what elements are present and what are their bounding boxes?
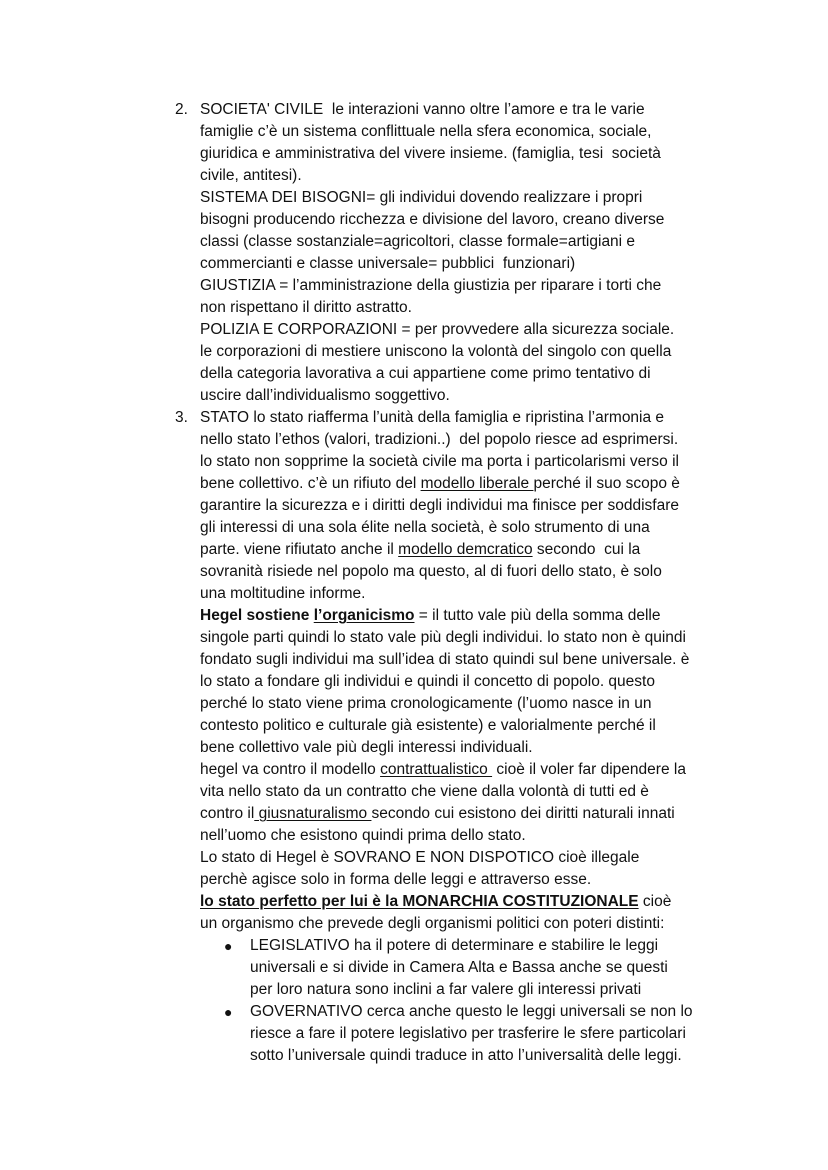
text-line: perché lo stato viene prima cronologicamente (l’uomo nasce in un [200,695,652,712]
text-segment: secondo cui la [532,541,641,558]
text-segment: cioè [638,893,672,910]
text-line: singole parti quindi lo stato vale più degli individui. lo stato non è quindi [200,629,686,646]
text-line [200,891,671,913]
text-segment: perché il suo scopo è [533,475,680,492]
text-line [200,473,680,495]
text-line: vita nello stato da un contratto che viene dalla volontà di tutti ed è [200,783,649,800]
text-line: STATO lo stato riafferma l’unità della famiglia e ripristina l’armonia e [200,409,665,426]
bold-underlined-term: l’organicismo [313,607,415,624]
text-segment: cioè il voler far dipendere la [492,761,686,778]
text-line: una moltitudine informe. [200,585,366,602]
text-line: gli interessi di una sola élite nella società, è solo strumento di una [200,519,650,536]
text-line: Lo stato di Hegel è SOVRANO E NON DISPOTICO cioè illegale [200,849,640,866]
text-line: nell’uomo che esistono quindi prima dello stato. [200,827,526,844]
bold-text: Hegel sostiene [200,607,314,624]
bullet-text-line: universali e si divide in Camera Alta e Bassa anche se questi [250,959,668,976]
text-line: sovranità risiede nel popolo ma questo, al di fuori dello stato, è solo [200,563,662,580]
bullet-text-line: riesce a fare il potere legislativo per trasferire le sfere particolari [250,1025,686,1042]
bullet-text-line: LEGISLATIVO ha il potere di determinare e stabilire le leggi [250,937,659,954]
text-line: garantire la sicurezza e i diritti degli individui ma finisce per soddisfare [200,497,680,514]
text-line: un organismo che prevede degli organismi politici con poteri distinti: [200,915,665,932]
bold-underlined-term: lo stato perfetto per lui è la MONARCHIA COSTITUZIONALE [200,893,639,910]
text-line: perchè agisce solo in forma delle leggi e attraverso esse. [200,871,592,888]
text-line: SOCIETA' CIVILE le interazioni vanno oltre l’amore e tra le varie [200,101,645,118]
text-line: bisogni producendo ricchezza e divisione del lavoro, creano diverse [200,211,665,228]
text-line: uscire dall’individualismo soggettivo. [200,387,450,404]
text-line: classi (classe sostanziale=agricoltori, classe formale=artigiani e [200,233,636,250]
text-line [200,759,686,781]
text-line: bene collettivo vale più degli interessi individuali. [200,739,533,756]
text-segment: contro il [200,805,255,822]
underlined-term: giusnaturalismo [254,805,372,822]
text-line: fondato sugli individui ma sull’idea di stato quindi sul bene universale. è [200,651,690,668]
text-line [200,605,660,627]
list-number: 3. [175,409,188,426]
bullet-text-line: GOVERNATIVO cerca anche questo le leggi universali se non lo [250,1003,693,1020]
bullet-text-line: per loro natura sono inclini a far valere gli interessi privati [250,981,642,998]
text-segment: bene collettivo. c’è un rifiuto del [200,475,421,492]
text-segment: hegel va contro il modello [200,761,381,778]
text-line: giuridica e amministrativa del vivere insieme. (famiglia, tesi società [200,145,661,162]
text-line: lo stato non sopprime la società civile ma porta i particolarismi verso il [200,453,679,470]
text-line: POLIZIA E CORPORAZIONI = per provvedere alla sicurezza sociale. [200,321,675,338]
text-line: famiglie c’è un sistema conflittuale nella sfera economica, sociale, [200,123,652,140]
text-segment: = il tutto vale più della somma delle [414,607,661,624]
underlined-term: modello demcratico [398,541,533,558]
list-number: 2. [175,101,188,118]
underlined-term: contrattualistico [380,761,493,778]
bullet-icon: ● [224,1004,233,1020]
underlined-term: modello liberale [420,475,534,492]
text-line: civile, antitesi). [200,167,302,184]
text-line [200,539,640,561]
text-line: non rispettano il diritto astratto. [200,299,412,316]
text-line: commercianti e classe universale= pubblici funzionari) [200,255,576,272]
text-line [200,803,675,825]
text-line: SISTEMA DEI BISOGNI= gli individui dovendo realizzare i propri [200,189,643,206]
bullet-icon: ● [224,938,233,954]
bullet-text-line: sotto l’universale quindi traduce in atto l’universalità delle leggi. [250,1047,682,1064]
text-line: nello stato l’ethos (valori, tradizioni..) del popolo riesce ad esprimersi. [200,431,679,448]
text-line: lo stato a fondare gli individui e quindi il concetto di popolo. questo [200,673,655,690]
text-line: contesto politico e culturale già esistente) e valorialmente perché il [200,717,656,734]
text-line: della categoria lavorativa a cui appartiene come primo tentativo di [200,365,651,382]
text-segment: secondo cui esistono dei diritti naturali innati [371,805,675,822]
text-line: GIUSTIZIA = l’amministrazione della giustizia per riparare i torti che [200,277,662,294]
text-line: le corporazioni di mestiere uniscono la volontà del singolo con quella [200,343,672,360]
text-segment: parte. viene rifiutato anche il [200,541,399,558]
